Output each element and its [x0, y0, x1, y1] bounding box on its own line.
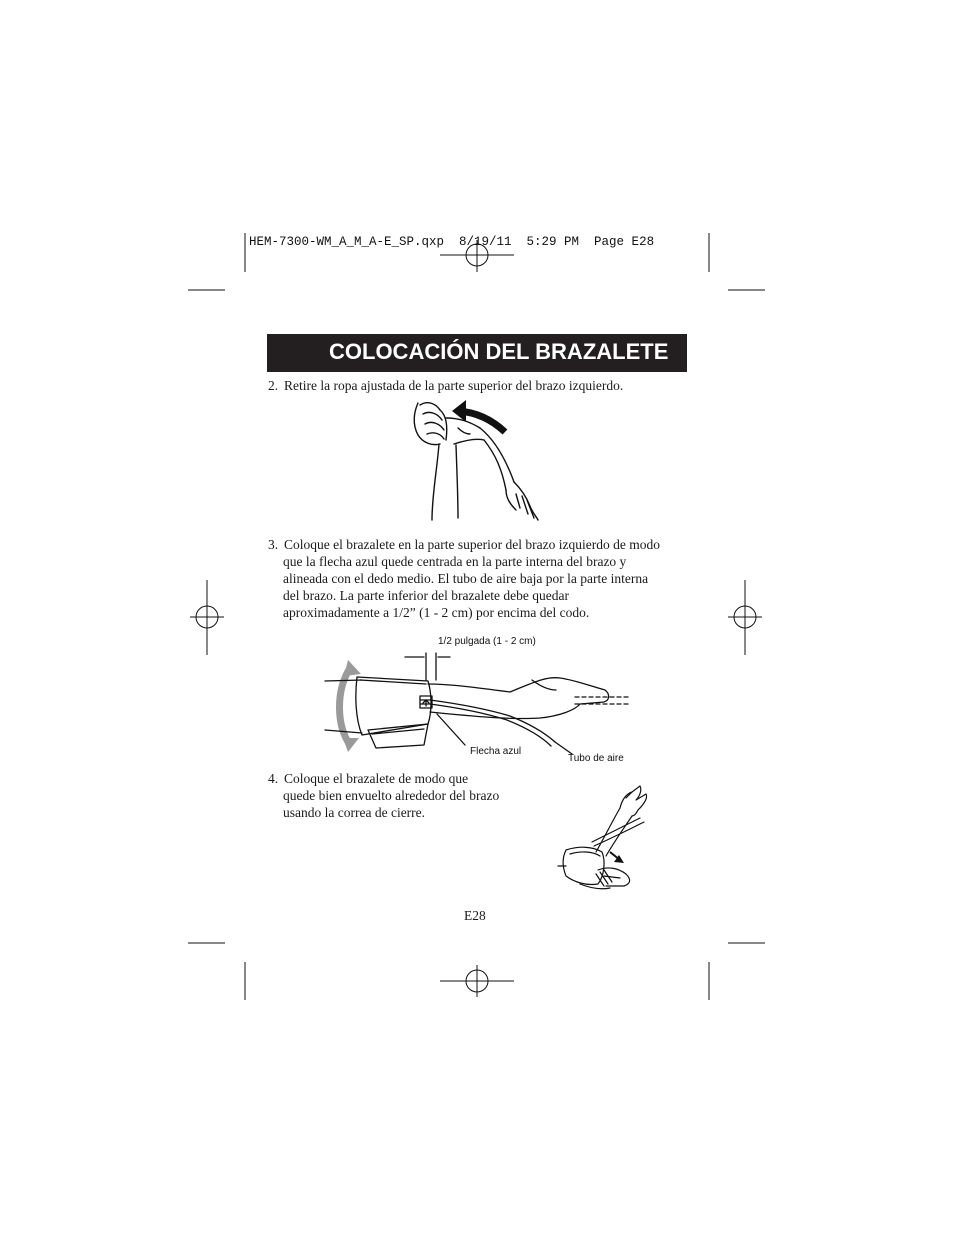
step-text-line: alineada con el dedo medio. El tubo de aire baja por la parte interna: [283, 571, 649, 586]
step-text-line: Coloque el brazalete de modo que: [284, 771, 469, 786]
section-title: COLOCACIÓN DEL BRAZALETE: [329, 339, 669, 364]
step-text: Retire la ropa ajustada de la parte superior del brazo izquierdo.: [284, 378, 624, 393]
blue-arrow-label: Flecha azul: [470, 746, 522, 757]
step-number: 3.: [268, 537, 279, 552]
step-number: 4.: [268, 771, 279, 786]
page-number: E28: [464, 908, 486, 923]
step-text-line: quede bien envuelto alrededor del brazo: [283, 788, 500, 803]
step-text-line: usando la correa de cierre.: [283, 805, 426, 820]
step-text-line: que la flecha azul quede centrada en la parte interna del brazo y: [283, 554, 627, 569]
step-number: 2.: [268, 378, 279, 393]
slug-line: HEM-7300-WM_A_M_A-E_SP.qxp 8/19/11 5:29 PM Page E28: [249, 235, 655, 249]
step-text-line: Coloque el brazalete en la parte superior del brazo izquierdo de modo: [284, 537, 660, 552]
step-text-line: aproximadamente a 1/2” (1 - 2 cm) por encima del codo.: [283, 605, 590, 620]
step-text-line: del brazo. La parte inferior del brazalete debe quedar: [283, 588, 569, 603]
distance-label: 1/2 pulgada (1 - 2 cm): [438, 636, 536, 647]
air-tube-label: Tubo de aire: [568, 753, 624, 764]
